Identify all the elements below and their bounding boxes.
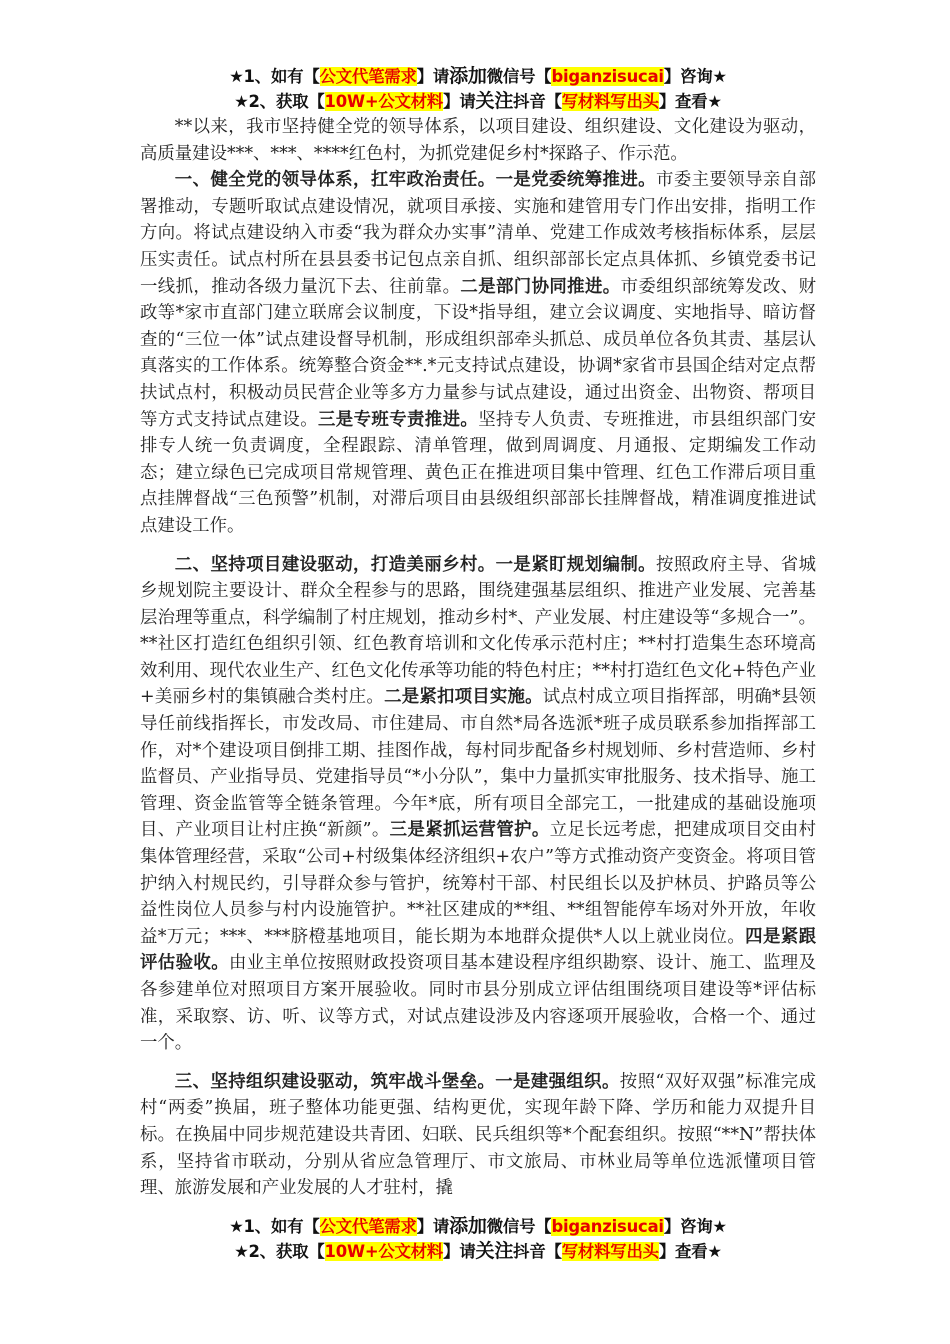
banner-highlight: 写材料写出头	[561, 92, 659, 111]
promo-banner-footer-2	[140, 1239, 816, 1264]
banner-emphasis: 关注	[475, 1240, 514, 1262]
banner-emphasis: 关注	[475, 90, 514, 112]
section1-text1: 市委主要领导亲自部署推动，专题听取试点建设情况，就项目承接、实施和建管用专门作出安排，指明工作方向。将试点建设纳入市委“我为群众办实事”清单、党建工作成效考核指标体系，层层压实责任。试点村所在县县委书记包点亲自抓、组织部部长定点具体抓、乡镇党委书记一线抓，推动各级力量沉下去、往前靠。	[140, 170, 816, 297]
section2-heading: 二、坚持项目建设驱动，打造美丽乡村。	[174, 554, 496, 575]
section3-lead1: 一是建强组织。	[495, 1071, 620, 1092]
section1-text2: 市委组织部统筹发改、财政等*家市直部门建立联席会议制度，下设*指导组，建立会议调度、实地指导、暗访督查的“三位一体”试点建设督导机制，形成组织部牵头抓总、成员单位各负其责、基层认真落实的工作体系。统筹整合资金**.*元支持试点建设，协调*家省市县国企结对定点帮扶试点村，积极动员民营企业等多方力量参与试点建设，通过出资金、出物资、帮项目等方式支持试点建设。	[140, 276, 816, 430]
promo-banner-2	[140, 89, 816, 114]
banner-text: ★2、获取【	[234, 1242, 325, 1261]
banner-text: 】请	[416, 1217, 450, 1236]
banner-text: 微信号【	[486, 1217, 552, 1236]
banner-text: ★2、获取【	[234, 92, 325, 111]
section1-paragraph	[140, 167, 816, 539]
intro-paragraph: **以来，我市坚持健全党的领导体系，以项目建设、组织建设、文化建设为驱动，高质量建设***、***、****红色村，为抓党建促乡村*探路子、作示范。	[140, 117, 816, 164]
banner-text: ★1、如有【	[229, 67, 320, 86]
banner-text: 抖音【	[513, 1242, 562, 1261]
section2-lead1: 一是紧盯规划编制。	[495, 554, 656, 575]
banner-text: 】请	[443, 92, 476, 111]
banner-text: ★1、如有【	[229, 1217, 320, 1236]
banner-highlight: biganzisucai	[551, 1217, 664, 1236]
footer-banners	[140, 1214, 816, 1264]
section2-lead3: 三是紧抓运营管护。	[389, 820, 550, 841]
section1-heading: 一、健全党的领导体系，扛牢政治责任。	[174, 170, 496, 191]
banner-text: 抖音【	[513, 92, 562, 111]
banner-highlight: 10W+公文材料	[324, 1242, 444, 1261]
document-page	[140, 64, 816, 1202]
section3-heading: 三、坚持组织建设驱动，筑牢战斗堡垒。	[174, 1071, 496, 1092]
banner-text: 】查看★	[658, 1242, 722, 1261]
promo-banner-1	[140, 64, 816, 89]
section2-text1: 按照政府主导、省城乡规划院主要设计、群众全程参与的思路，围绕建强基层组织、推进产业发展、完善基层治理等重点，科学编制了村庄规划，推动乡村*、产业发展、村庄建设等“多规合一”。**社区打造红色组织引领、红色教育培训和文化传承示范村庄；**村打造集生态环境高效利用、现代农业生产、红色文化传承等功能的特色村庄；**村打造红色文化+特色产业+美丽乡村的集镇融合类村庄。	[140, 554, 816, 708]
banner-text: 】请	[443, 1242, 476, 1261]
section2-lead4: 四是紧跟评估验收。	[140, 926, 816, 974]
banner-text: 】咨询★	[663, 67, 727, 86]
section2-paragraph	[140, 552, 816, 1057]
banner-highlight: 写材料写出头	[561, 1242, 659, 1261]
banner-text: 】请	[416, 67, 450, 86]
section2-text2: 试点村成立项目指挥部，明确*县领导任前线指挥长，市发改局、市住建局、市自然*局各选派*班子成员联系参加指挥部工作，对*个建设项目倒排工期、挂图作战，每村同步配备乡村规划师、乡村营造师、乡村监督员、产业指导员、党建指导员“*小分队”，集中力量抓实审批服务、技术指导、施工管理、资金监管等全链条管理。今年*底，所有项目全部完工，一批建成的基础设施项目、产业项目让村庄换“新颜”。	[140, 687, 816, 841]
banner-highlight: 10W+公文材料	[324, 92, 444, 111]
section2-text4: 由业主单位按照财政投资项目基本建设程序组织勘察、设计、施工、监理及各参建单位对照项目方案开展验收。同时市县分别成立评估组围绕项目建设等*评估标准，采取察、访、听、议等方式，对试点建设涉及内容逐项开展验收，合格一个、通过一个。	[140, 953, 816, 1054]
banner-highlight: 公文代笔需求	[319, 1217, 417, 1236]
section2-text3: 立足长远考虑，把建成项目交由村集体管理经营，采取“公司+村级集体经济组织+农户”等方式推动资产变资金。将项目管护纳入村规民约，引导群众参与管护，统筹村干部、村民组长以及护林员、护路员等公益性岗位人员参与村内设施管护。**社区建成的**组、**组智能停车场对外开放，年收益*万元；***、***脐橙基地项目，能长期为本地群众提供*人以上就业岗位。	[140, 820, 816, 947]
banner-emphasis: 添加	[449, 1215, 487, 1237]
section3-paragraph	[140, 1069, 816, 1202]
promo-banner-footer-1	[140, 1214, 816, 1239]
section2-lead2: 二是紧扣项目实施。	[384, 687, 543, 708]
section1-lead2: 二是部门协同推进。	[460, 276, 621, 297]
section1-lead1: 一是党委统筹推进。	[495, 170, 656, 191]
banner-text: 微信号【	[486, 67, 552, 86]
banner-emphasis: 添加	[449, 65, 487, 87]
banner-highlight: biganzisucai	[551, 67, 664, 86]
section3-text1: 按照“双好双强”标准完成村“两委”换届，班子整体功能更强、结构更优，实现年龄下降、学历和能力双提升目标。在换届中同步规范建设共青团、妇联、民兵组织等*个配套组织。按照“**N”帮扶体系，坚持省市联动，分别从省应急管理厅、市文旅局、市林业局等单位选派懂项目管理、旅游发展和产业发展的人才驻村，撬	[140, 1071, 816, 1199]
section1-lead3: 三是专班专责推进。	[318, 409, 479, 430]
banner-text: 】咨询★	[663, 1217, 727, 1236]
banner-text: 】查看★	[658, 92, 722, 111]
section1-text3: 坚持专人负责、专班推进，市县组织部门安排专人统一负责调度，全程跟踪、清单管理，做到周调度、月通报、定期编发工作动态；建立绿色已完成项目常规管理、黄色正在推进项目集中管理、红色工作滞后项目重点挂牌督战“三色预警”机制，对滞后项目由县级组织部部长挂牌督战，精准调度推进试点建设工作。	[140, 409, 816, 536]
banner-highlight: 公文代笔需求	[319, 67, 417, 86]
